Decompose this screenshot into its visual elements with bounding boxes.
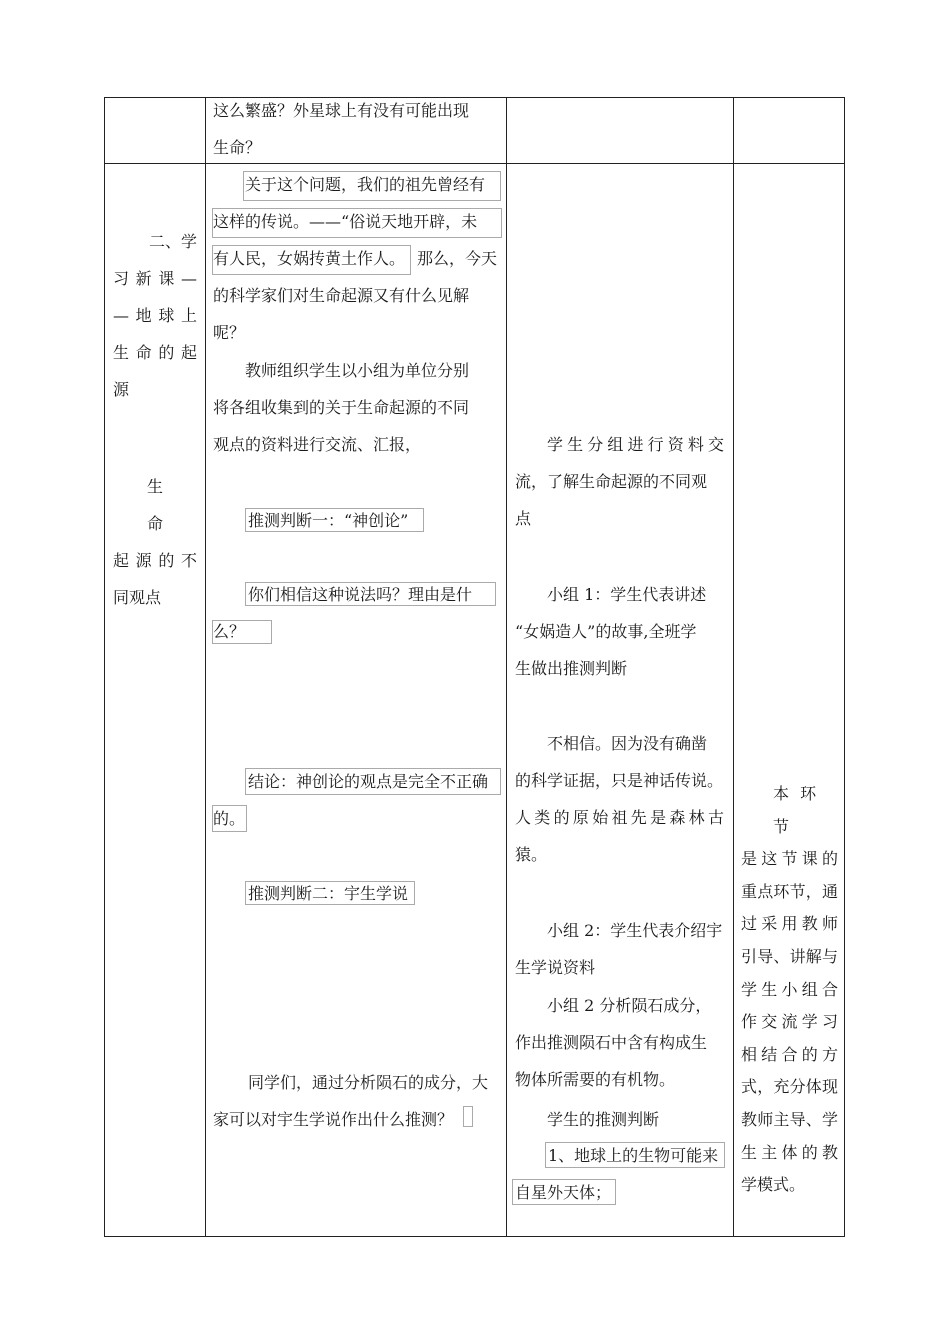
- question-two: 家可以对宇生学说作出什么推测？: [213, 1110, 454, 1129]
- teacher-text-line: 有人民，女娲抟黄土作人。: [213, 249, 406, 268]
- teacher-text-line: 这样的传说。——“俗说天地开辟，未: [213, 212, 478, 231]
- teacher-text-line: 观点的资料进行交流、汇报，: [213, 435, 422, 454]
- answer-one: 不相信。因为没有确凿 的科学证据，只是神话传说。 人类的原始祖先是森林古 猿。: [515, 734, 724, 864]
- teacher-text-line: 那么，今天: [417, 249, 498, 268]
- design-note: 本 环 节 是这节课的 重点环节，通 过采用教师 引导、讲解与 学生小组合 作交流学习 相结合的方 式，充分体现 教师主导、学 生主体的教 学模式。: [741, 784, 838, 1195]
- column-divider: [733, 98, 734, 1236]
- student-judgment-label: 学生的推测判断: [547, 1110, 660, 1129]
- highlight-box: [463, 1106, 473, 1127]
- teacher-text-line: 呢？: [213, 323, 246, 342]
- section-heading: 二、学 习新课— —地球上 生命的起 源: [113, 232, 197, 399]
- column-divider: [506, 98, 507, 1236]
- question-two: 同学们，通过分析陨石的成分，大: [248, 1073, 489, 1092]
- group-two-analysis: 小组 2 分析陨石成分， 作出推测陨石中含有构成生 物体所需要的有机物。: [515, 996, 712, 1089]
- judgment-item: 1、地球上的生物可能来: [548, 1146, 719, 1165]
- teacher-text-line: 将各组收集到的关于生命起源的不同: [213, 398, 470, 417]
- teacher-text-line: 教师组织学生以小组为单位分别: [245, 361, 470, 380]
- teacher-text-line: 的科学家们对生命起源又有什么见解: [213, 286, 470, 305]
- teacher-text-line: 关于这个问题，我们的祖先曾经有: [245, 175, 486, 194]
- subsection-heading: 生 命 起源的不 同观点: [113, 477, 197, 607]
- question-one: 你们相信这种说法吗？理由是什: [248, 585, 473, 604]
- conclusion-text: 的。: [213, 809, 246, 828]
- row1-text-line: 生命？: [213, 138, 262, 157]
- judgment-item: 自星外天体；: [515, 1183, 612, 1202]
- group-one: 小组 1：学生代表讲述 “女娲造人”的故事,全班学 生做出推测判断: [515, 585, 707, 678]
- judgment-two: 推测判断二：宇生学说: [248, 884, 409, 903]
- group-two: 小组 2：学生代表介绍宇 生学说资料: [515, 921, 723, 977]
- question-one: 么？: [213, 622, 246, 641]
- conclusion-text: 结论：神创论的观点是完全不正确: [248, 772, 489, 791]
- student-activity: 学生分组进行资料交 流，了解生命起源的不同观 点: [515, 435, 724, 528]
- row1-text-line: 这么繁盛？外星球上有没有可能出现: [213, 101, 470, 120]
- judgment-one: 推测判断一：“神创论”: [248, 511, 409, 530]
- column-divider: [205, 98, 206, 1236]
